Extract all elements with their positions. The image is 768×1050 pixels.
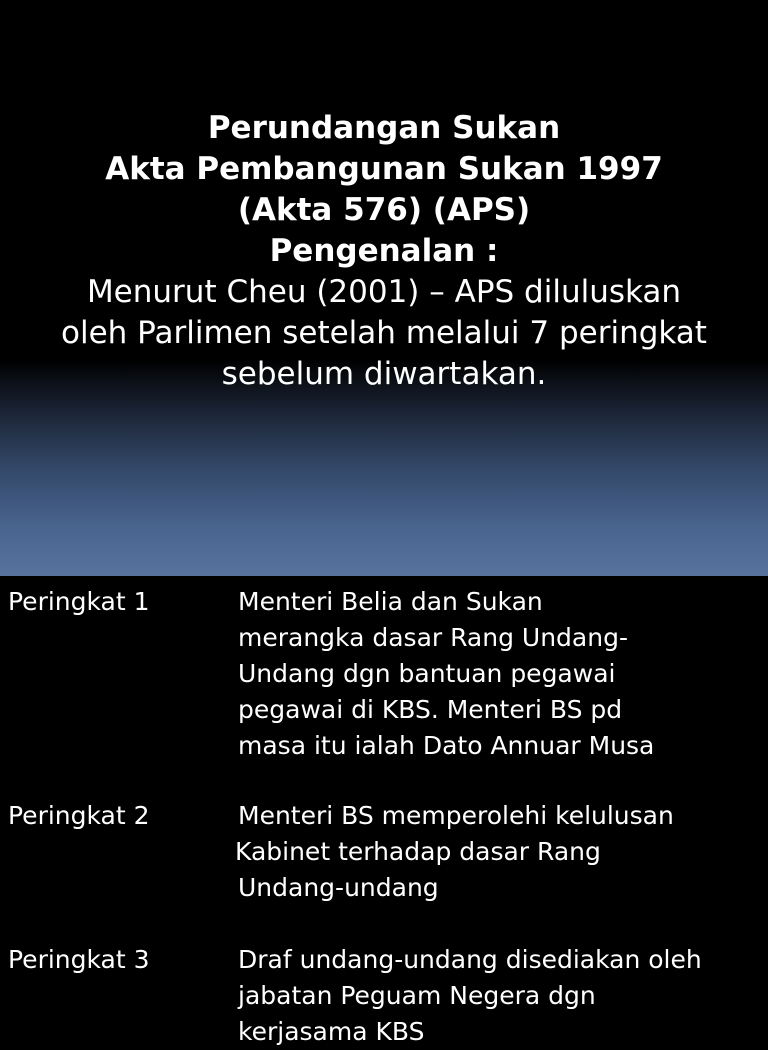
act-name: Akta Pembangunan Sukan 1997 bbox=[105, 151, 663, 187]
stage-1-line: pegawai di KBS. Menteri BS pd bbox=[238, 695, 623, 724]
stage-3-line: kerjasama KBS bbox=[238, 1017, 425, 1046]
intro-line-3: sebelum diwartakan. bbox=[221, 356, 547, 392]
slide-title: Perundangan Sukan bbox=[207, 110, 561, 146]
stage-1-description bbox=[238, 584, 654, 764]
stage-3-label: Peringkat 3 bbox=[8, 945, 150, 974]
header-text-block bbox=[0, 108, 768, 395]
stage-2-label: Peringkat 2 bbox=[8, 801, 150, 830]
stage-2-line: Menteri BS memperolehi kelulusan bbox=[238, 801, 674, 830]
stage-3-line: jabatan Peguam Negera dgn bbox=[238, 981, 596, 1010]
act-number: (Akta 576) (APS) bbox=[237, 192, 531, 228]
stage-1-label: Peringkat 1 bbox=[8, 587, 150, 616]
stage-1-line: merangka dasar Rang Undang- bbox=[238, 623, 628, 652]
stage-3-line: Draf undang-undang disediakan oleh bbox=[238, 945, 702, 974]
stage-1-line: masa itu ialah Dato Annuar Musa bbox=[238, 731, 655, 760]
stage-1-line: Menteri Belia dan Sukan bbox=[238, 587, 543, 616]
stages-list bbox=[0, 576, 768, 1046]
section-heading: Pengenalan : bbox=[269, 233, 499, 269]
stage-2-line: Kabinet terhadap dasar Rang bbox=[235, 837, 601, 866]
stage-1-line: Undang dgn bantuan pegawai bbox=[238, 659, 616, 688]
stage-2-line: Undang-undang bbox=[238, 873, 439, 902]
stage-2-description bbox=[235, 798, 674, 906]
intro-line-2: oleh Parlimen setelah melalui 7 peringkat bbox=[61, 315, 707, 351]
stage-3-description bbox=[238, 942, 702, 1050]
intro-line-1: Menurut Cheu (2001) – APS diluluskan bbox=[86, 274, 682, 310]
